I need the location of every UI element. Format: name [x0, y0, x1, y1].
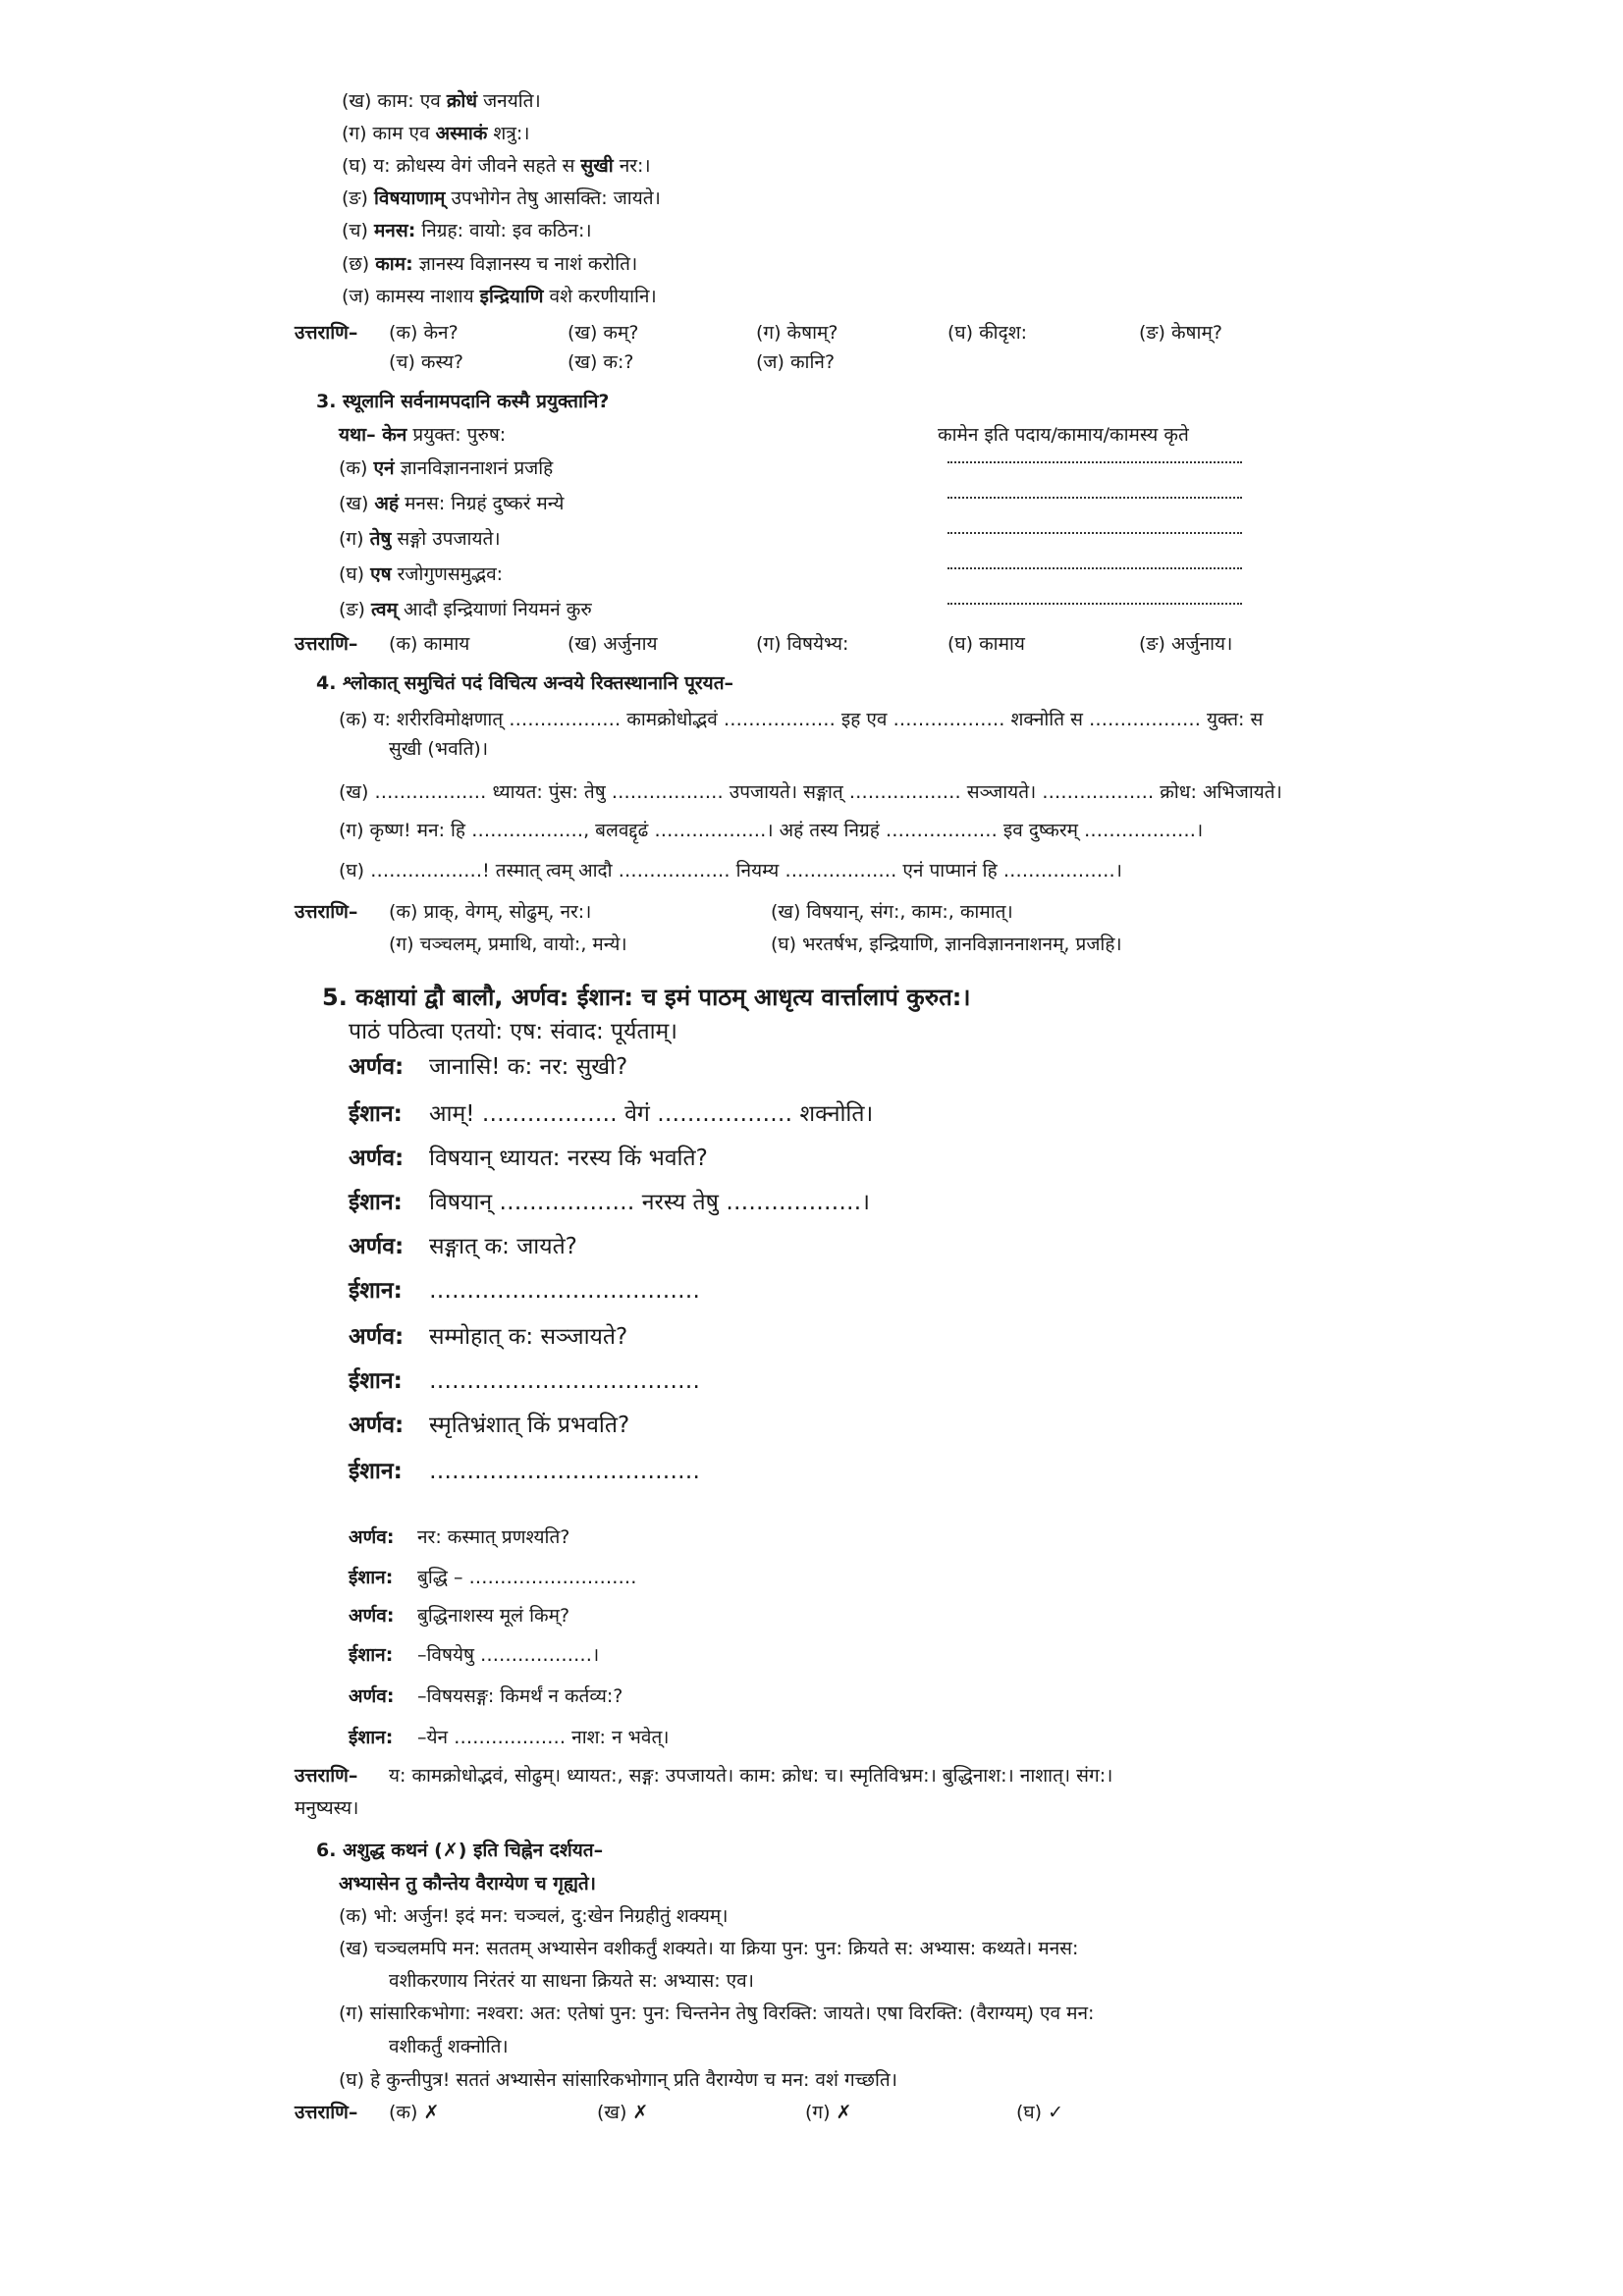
text: (ख) काम: एव — [342, 90, 447, 112]
answer: (ग) ✗ — [805, 2102, 852, 2123]
answer: (क) केन? — [389, 322, 459, 344]
example-text: प्रयुक्त: पुरुष: — [406, 424, 507, 446]
blank-line — [947, 567, 1242, 569]
utterance: ……………………………… — [429, 1368, 700, 1394]
utterance: –विषयेषु ………………। — [417, 1644, 600, 1666]
example-label: यथा– केन — [339, 424, 407, 446]
blank-line — [947, 603, 1242, 605]
example-answer: कामेन इति पदाय/कामाय/कामस्य कृते — [938, 424, 1189, 446]
bold-word: क्रोधं — [446, 90, 478, 112]
s6-item: (ख) चञ्चलमपि मन: सततम् अभ्यासेन वशीकर्तुं शक्यते। या क्रिया पुन: पुन: क्रियते स: अभ्यास: कथ्यते। मनस: — [339, 1938, 1079, 1959]
bold-word: विषयाणाम् — [373, 187, 446, 209]
example — [339, 424, 506, 447]
text: (ङ) — [342, 187, 374, 209]
speaker: अर्णव: — [349, 1324, 405, 1350]
s3-item — [339, 563, 503, 586]
s4-item-cont: सुखी (भवति)। — [389, 738, 489, 760]
answers-label: उत्तराणि– — [295, 1765, 358, 1787]
utterance: जानासि! क: नर: सुखी? — [429, 1054, 628, 1080]
text: (क) — [339, 457, 374, 479]
s2-item — [342, 286, 657, 308]
s2-item — [342, 253, 637, 276]
dialogue-line — [349, 1054, 627, 1082]
dialogue-line — [349, 1567, 637, 1589]
utterance: आम्! ……………… वेगं ……………… शक्नोति। — [429, 1101, 874, 1127]
s6-item: (क) भो: अर्जुन! इदं मन: चञ्चलं, दु:खेन निग्रहीतुं शक्यम्। — [339, 1905, 729, 1927]
answer: (च) कस्य? — [389, 351, 464, 373]
answers-label: उत्तराणि– — [295, 322, 358, 344]
dialogue-line — [349, 1190, 870, 1217]
dialogue-line — [349, 1146, 708, 1173]
dialogue-line — [349, 1101, 873, 1129]
answer: (ङ) केषाम्? — [1139, 322, 1222, 344]
dialogue-line — [349, 1526, 569, 1549]
verse: अभ्यासेन तु कौन्तेय वैराग्येण च गृह्यते। — [339, 1873, 596, 1895]
speaker: अर्णव: — [349, 1054, 405, 1080]
answer: (ग) विषयेभ्य: — [756, 633, 849, 655]
answer: (घ) कामाय — [947, 633, 1025, 655]
dialogue-line — [349, 1368, 700, 1396]
text: (छ) — [342, 253, 376, 275]
intro: पाठं पठित्वा एतयो: एष: संवाद: पूर्यताम्। — [349, 1019, 677, 1044]
utterance: सङ्गात् क: जायते? — [429, 1234, 577, 1259]
dialogue-line — [349, 1324, 627, 1352]
bold-word: एनं — [373, 457, 395, 479]
s6-item-cont: वशीकरणाय निरंतरं या साधना क्रियते स: अभ्यास: एव। — [389, 1970, 754, 1992]
s4-item: (ग) कृष्ण! मन: हि ………………, बलवद्दृढं ………………। अहं तस्य निग्रहं ……………… इव दुष्करम् ………………। — [339, 820, 1204, 841]
text: (ग) — [339, 528, 370, 550]
s6-item-cont: वशीकर्तुं शक्नोति। — [389, 2036, 509, 2057]
dialogue-line — [349, 1413, 629, 1440]
s3-item — [339, 493, 564, 515]
s2-item — [342, 90, 541, 113]
text: (ङ) — [339, 599, 371, 620]
speaker: अर्णव: — [349, 1234, 405, 1259]
bold-word: काम: — [375, 253, 413, 275]
utterance: सम्मोहात् क: सञ्जायते? — [429, 1324, 628, 1350]
text: (घ) — [339, 563, 371, 585]
bold-word: अहं — [374, 493, 400, 514]
s6-item: (ग) सांसारिकभोगा: नश्वरा: अत: एतेषां पुन: पुन: चिन्तनेन तेषु विरक्ति: जायते। एषा विरक्ति: (वैराग्यम्) एव मन: — [339, 2002, 1095, 2024]
s4-item: (क) य: शरीरविमोक्षणात् ……………… कामक्रोधोद्भवं ……………… इह एव ……………… शक्नोति स ……………… युक्त: स — [339, 709, 1264, 730]
text: रजोगुणसमुद्भव: — [391, 563, 504, 585]
section-heading: 5. कक्षायां द्वौ बालौ, अर्णव: ईशान: च इमं पाठम् आधृत्य वार्त्तालापं कुरुत:। — [322, 984, 971, 1011]
answer: (क) प्राक्, वेगम्, सोढुम्, नर:। — [389, 901, 592, 923]
answers-label: उत्तराणि– — [295, 2102, 358, 2123]
s2-item — [342, 220, 592, 242]
answer: (ख) विषयान्, संग:, काम:, कामात्। — [771, 901, 1013, 923]
bold-word: त्वम् — [370, 599, 398, 620]
answer: य: कामक्रोधोद्भवं, सोढुम्। ध्यायत:, सङ्ग: उपजायते। काम: क्रोध: च। स्मृतिविभ्रम:। बुद्धिनाश:। नाशात्। संग:। — [389, 1765, 1113, 1787]
answer: (ग) चञ्चलम्, प्रमाथि, वायो:, मन्ये। — [389, 934, 627, 955]
answer: (ख) क:? — [568, 351, 634, 373]
speaker: ईशान: — [349, 1727, 394, 1748]
text: मनस: निग्रहं दुष्करं मन्ये — [399, 493, 565, 514]
text: आदौ इन्द्रियाणां नियमनं कुरु — [397, 599, 592, 620]
text: जनयति। — [477, 90, 541, 112]
text: नर:। — [613, 155, 651, 177]
bold-word: सुखी — [580, 155, 614, 177]
speaker: ईशान: — [349, 1567, 394, 1588]
blank-line — [947, 461, 1242, 463]
answer: (घ) कीदृश: — [947, 322, 1028, 344]
text: (च) — [342, 220, 374, 241]
dialogue-line — [349, 1459, 700, 1486]
utterance: –येन ……………… नाश: न भवेत्। — [417, 1727, 670, 1748]
text: (घ) य: क्रोधस्य वेगं जीवने सहते स — [342, 155, 581, 177]
utterance: विषयान् ध्यायत: नरस्य किं भवति? — [429, 1146, 708, 1171]
dialogue-line — [349, 1605, 569, 1628]
answers-label: उत्तराणि– — [295, 633, 358, 655]
utterance: बुद्धि – ……………………… — [417, 1567, 637, 1588]
s3-item — [339, 599, 592, 621]
utterance: स्मृतिभ्रंशात् किं प्रभवति? — [429, 1413, 630, 1438]
s4-item: (घ) ………………! तस्मात् त्वम् आदौ ……………… नियम्य ……………… एनं पाप्मानं हि ………………। — [339, 860, 1122, 881]
speaker: अर्णव: — [349, 1685, 395, 1707]
bold-word: मनस: — [373, 220, 416, 241]
text: ज्ञानस्य विज्ञानस्य च नाशं करोति। — [412, 253, 638, 275]
bold-word: तेषु — [369, 528, 392, 550]
dialogue-line — [349, 1278, 700, 1306]
speaker: ईशान: — [349, 1190, 403, 1215]
text: सङ्गो उपजायते। — [391, 528, 501, 550]
s4-item: (ख) ……………… ध्यायत: पुंस: तेषु ……………… उपजायते। सङ्गात् ……………… सञ्जायते। ……………… क्रोध: अभिजायते। — [339, 781, 1282, 803]
speaker: अर्णव: — [349, 1146, 405, 1171]
dialogue-line — [349, 1727, 670, 1749]
answer: (क) ✗ — [389, 2102, 440, 2123]
answer: (ङ) अर्जुनाय। — [1139, 633, 1233, 655]
answer: (घ) भरतर्षभ, इन्द्रियाणि, ज्ञानविज्ञाननाशनम्, प्रजहि। — [771, 934, 1122, 955]
text: उपभोगेन तेषु आसक्ति: जायते। — [445, 187, 661, 209]
text: शत्रु:। — [487, 123, 530, 144]
utterance: ……………………………… — [429, 1459, 700, 1484]
speaker: ईशान: — [349, 1459, 403, 1484]
section-heading: 4. श्लोकात् समुचितं पदं विचित्य अन्वये रिक्तस्थानानि पूरयत– — [316, 672, 734, 694]
utterance: –विषयसङ्ग: किमर्थं न कर्तव्य:? — [417, 1685, 623, 1707]
text: निग्रह: वायो: इव कठिन:। — [415, 220, 592, 241]
s2-item — [342, 123, 529, 145]
answer: (ज) कानि? — [756, 351, 836, 373]
text: (ग) काम एव — [342, 123, 436, 144]
section-heading: 6. अशुद्ध कथनं (✗) इति चिह्नेन दर्शयत– — [316, 1840, 604, 1861]
text: (ज) कामस्य नाशाय — [342, 286, 480, 307]
bold-word: इन्द्रियाणि — [479, 286, 544, 307]
text: वशे करणीयानि। — [543, 286, 657, 307]
dialogue-line — [349, 1644, 599, 1667]
section-heading: 3. स्थूलानि सर्वनामपदानि कस्मै प्रयुक्तानि? — [316, 391, 610, 412]
answers-label: उत्तराणि– — [295, 901, 358, 923]
blank-line — [947, 497, 1242, 499]
s2-item — [342, 155, 651, 178]
s2-item — [342, 187, 661, 210]
utterance: ……………………………… — [429, 1278, 700, 1304]
speaker: अर्णव: — [349, 1605, 395, 1627]
answer: (ख) ✗ — [597, 2102, 649, 2123]
answer: (ख) कम्? — [568, 322, 639, 344]
utterance: नर: कस्मात् प्रणश्यति? — [417, 1526, 570, 1548]
answer: (क) कामाय — [389, 633, 470, 655]
answer-cont: मनुष्यस्य। — [295, 1797, 359, 1819]
text: ज्ञानविज्ञाननाशनं प्रजहि — [394, 457, 554, 479]
answer: (घ) ✓ — [1016, 2102, 1064, 2123]
text: (ख) — [339, 493, 375, 514]
s6-item: (घ) हे कुन्तीपुत्र! सततं अभ्यासेन सांसारिकभोगान् प्रति वैराग्येण च मन: वशं गच्छति। — [339, 2069, 897, 2091]
speaker: ईशान: — [349, 1644, 394, 1666]
speaker: ईशान: — [349, 1368, 403, 1394]
speaker: ईशान: — [349, 1278, 403, 1304]
speaker: अर्णव: — [349, 1526, 395, 1548]
utterance: विषयान् ……………… नरस्य तेषु ………………। — [429, 1190, 870, 1215]
bold-word: अस्माकं — [435, 123, 488, 144]
bold-word: एष — [370, 563, 392, 585]
dialogue-line — [349, 1234, 577, 1261]
blank-line — [947, 532, 1242, 534]
s3-item — [339, 457, 553, 480]
dialogue-line — [349, 1685, 622, 1708]
speaker: अर्णव: — [349, 1413, 405, 1438]
s3-item — [339, 528, 501, 551]
utterance: बुद्धिनाशस्य मूलं किम्? — [417, 1605, 570, 1627]
answer: (ग) केषाम्? — [756, 322, 839, 344]
answer: (ख) अर्जुनाय — [568, 633, 658, 655]
speaker: ईशान: — [349, 1101, 403, 1127]
